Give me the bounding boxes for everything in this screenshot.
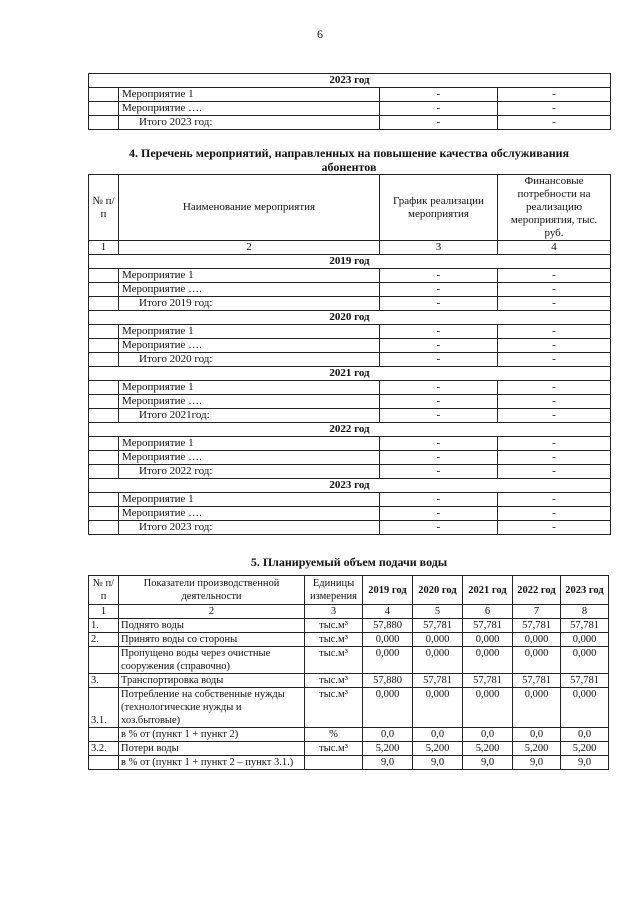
data-row [89, 728, 609, 742]
row-num [89, 647, 119, 674]
value-cell: 9,0 [463, 756, 513, 770]
value-cell: 9,0 [561, 756, 609, 770]
colnum: 4 [498, 241, 611, 255]
row-num-cell [89, 339, 119, 353]
measure-name: Мероприятие 1 [119, 269, 380, 283]
unit-cell: тыс.м³ [305, 619, 363, 633]
measure-row [89, 381, 611, 395]
indicator-name: в % от (пункт 1 + пункт 2 – пункт 3.1.) [119, 756, 305, 770]
top-table [88, 73, 611, 130]
section4-colnum-row [89, 241, 611, 255]
schedule-cell: - [380, 507, 498, 521]
row-num [89, 728, 119, 742]
colnum: 1 [89, 605, 119, 619]
finance-cell: - [498, 451, 611, 465]
colnum: 6 [463, 605, 513, 619]
schedule-cell: - [380, 451, 498, 465]
year-row [89, 255, 611, 269]
schedule-cell: - [380, 521, 498, 535]
value-cell: 57,781 [413, 674, 463, 688]
value-cell: 0,000 [363, 633, 413, 647]
indicator-name: Принято воды со стороны [119, 633, 305, 647]
value-cell: 0,000 [561, 688, 609, 728]
row-num: 3.1. [89, 688, 119, 728]
schedule-cell: - [380, 437, 498, 451]
colnum: 8 [561, 605, 609, 619]
section5-table [88, 575, 609, 770]
finance-cell: - [498, 465, 611, 479]
measure-row [89, 493, 611, 507]
year-row [89, 311, 611, 325]
measure-row [89, 88, 611, 102]
finance-cell: - [498, 325, 611, 339]
colnum: 4 [363, 605, 413, 619]
measure-row [89, 437, 611, 451]
indicator-name: в % от (пункт 1 + пункт 2) [119, 728, 305, 742]
section4-title [88, 146, 610, 174]
row-num-cell [89, 521, 119, 535]
finance-cell: - [498, 102, 611, 116]
header-2023: 2023 год [561, 576, 609, 605]
data-row [89, 688, 609, 728]
year-row [89, 479, 611, 493]
section4-title-line2: абонентов [321, 160, 377, 174]
measure-row [89, 102, 611, 116]
header-unit: Единицы измерения [305, 576, 363, 605]
value-cell: 0,000 [363, 647, 413, 674]
finance-cell: - [498, 353, 611, 367]
colnum: 3 [305, 605, 363, 619]
measure-row [89, 451, 611, 465]
unit-cell: % [305, 728, 363, 742]
indicator-name: Пропущено воды через очистные сооружения (справочно) [119, 647, 305, 674]
value-cell: 5,200 [463, 742, 513, 756]
measure-row [89, 507, 611, 521]
colnum: 1 [89, 241, 119, 255]
row-num-cell [89, 102, 119, 116]
row-num-cell [89, 297, 119, 311]
value-cell: 9,0 [413, 756, 463, 770]
total-label: Итого 2020 год: [119, 353, 380, 367]
row-num-cell [89, 465, 119, 479]
measure-name: Мероприятие 1 [119, 325, 380, 339]
value-cell: 0,0 [363, 728, 413, 742]
row-num-cell [89, 88, 119, 102]
total-row [89, 521, 611, 535]
row-num-cell [89, 451, 119, 465]
value-cell: 57,781 [413, 619, 463, 633]
header-name: Наименование мероприятия [119, 175, 380, 241]
measure-row [89, 269, 611, 283]
value-cell: 57,781 [513, 674, 561, 688]
value-cell: 0,000 [463, 633, 513, 647]
section4-title-line1: 4. Перечень мероприятий, направленных на повышение качества обслуживания [128, 146, 570, 160]
finance-cell: - [498, 521, 611, 535]
value-cell: 0,000 [463, 647, 513, 674]
total-row [89, 116, 611, 130]
year-label: 2019 год [89, 255, 611, 269]
row-num: 3. [89, 674, 119, 688]
value-cell: 57,781 [463, 674, 513, 688]
section5-title: 5. Планируемый объем подачи воды [250, 555, 448, 569]
measure-name: Мероприятие …. [119, 102, 380, 116]
value-cell: 57,781 [561, 619, 609, 633]
colnum: 5 [413, 605, 463, 619]
value-cell: 0,000 [561, 647, 609, 674]
row-num: 2. [89, 633, 119, 647]
total-row [89, 409, 611, 423]
finance-cell: - [498, 409, 611, 423]
value-cell: 0,000 [363, 688, 413, 728]
value-cell: 9,0 [513, 756, 561, 770]
year-label: 2023 год [89, 479, 611, 493]
total-row [89, 353, 611, 367]
finance-cell: - [498, 283, 611, 297]
value-cell: 0,000 [413, 647, 463, 674]
colnum: 7 [513, 605, 561, 619]
schedule-cell: - [380, 325, 498, 339]
value-cell: 57,880 [363, 619, 413, 633]
value-cell: 0,0 [463, 728, 513, 742]
schedule-cell: - [380, 102, 498, 116]
measure-name: Мероприятие 1 [119, 381, 380, 395]
total-label: Итого 2022 год: [119, 465, 380, 479]
total-row [89, 297, 611, 311]
colnum: 2 [119, 241, 380, 255]
header-num: № п/п [89, 175, 119, 241]
section4-header-row [89, 175, 611, 241]
finance-cell: - [498, 437, 611, 451]
row-num [89, 756, 119, 770]
value-cell: 0,0 [413, 728, 463, 742]
data-row [89, 633, 609, 647]
schedule-cell: - [380, 269, 498, 283]
schedule-cell: - [380, 353, 498, 367]
year-row [89, 423, 611, 437]
schedule-cell: - [380, 116, 498, 130]
measure-row [89, 325, 611, 339]
value-cell: 5,200 [561, 742, 609, 756]
measure-row [89, 339, 611, 353]
row-num-cell [89, 493, 119, 507]
indicator-name: Потребление на собственные нужды (технологические нужды и хоз.бытовые) [119, 688, 305, 728]
data-row [89, 674, 609, 688]
finance-cell: - [498, 88, 611, 102]
finance-cell: - [498, 395, 611, 409]
schedule-cell: - [380, 465, 498, 479]
row-num-cell [89, 269, 119, 283]
value-cell: 5,200 [513, 742, 561, 756]
value-cell: 0,0 [561, 728, 609, 742]
header-2020: 2020 год [413, 576, 463, 605]
finance-cell: - [498, 493, 611, 507]
row-num-cell [89, 283, 119, 297]
value-cell: 5,200 [413, 742, 463, 756]
row-num: 3.2. [89, 742, 119, 756]
data-row [89, 619, 609, 633]
value-cell: 0,000 [513, 688, 561, 728]
data-row [89, 742, 609, 756]
header-schedule: График реализации мероприятия [380, 175, 498, 241]
row-num: 1. [89, 619, 119, 633]
total-label: Итого 2021год: [119, 409, 380, 423]
year-label: 2020 год [89, 311, 611, 325]
row-num-cell [89, 507, 119, 521]
year-row [89, 367, 611, 381]
row-num-cell [89, 353, 119, 367]
value-cell: 0,0 [513, 728, 561, 742]
measure-name: Мероприятие …. [119, 339, 380, 353]
section5-colnum-row [89, 605, 609, 619]
total-label: Итого 2023 год: [119, 521, 380, 535]
section5-header-row [89, 576, 609, 605]
schedule-cell: - [380, 297, 498, 311]
value-cell: 57,880 [363, 674, 413, 688]
schedule-cell: - [380, 395, 498, 409]
unit-cell: тыс.м³ [305, 633, 363, 647]
finance-cell: - [498, 339, 611, 353]
measure-name: Мероприятие …. [119, 507, 380, 521]
total-label: Итого 2019 год: [119, 297, 380, 311]
row-num-cell [89, 116, 119, 130]
value-cell: 0,000 [463, 688, 513, 728]
row-num-cell [89, 325, 119, 339]
unit-cell: тыс.м³ [305, 674, 363, 688]
value-cell: 57,781 [561, 674, 609, 688]
colnum: 2 [119, 605, 305, 619]
data-row [89, 647, 609, 674]
measure-row [89, 283, 611, 297]
indicator-name: Потери воды [119, 742, 305, 756]
value-cell: 9,0 [363, 756, 413, 770]
value-cell: 57,781 [463, 619, 513, 633]
section4-table [88, 174, 611, 535]
row-num-cell [89, 437, 119, 451]
finance-cell: - [498, 507, 611, 521]
measure-name: Мероприятие 1 [119, 88, 380, 102]
measure-name: Мероприятие …. [119, 395, 380, 409]
measure-row [89, 395, 611, 409]
schedule-cell: - [380, 88, 498, 102]
value-cell: 5,200 [363, 742, 413, 756]
header-num: № п/п [89, 576, 119, 605]
schedule-cell: - [380, 493, 498, 507]
year-label: 2022 год [89, 423, 611, 437]
header-2019: 2019 год [363, 576, 413, 605]
unit-cell: тыс.м³ [305, 742, 363, 756]
row-num-cell [89, 395, 119, 409]
finance-cell: - [498, 269, 611, 283]
year-label: 2023 год [89, 74, 611, 88]
value-cell: 0,000 [561, 633, 609, 647]
unit-cell: тыс.м³ [305, 688, 363, 728]
year-label: 2021 год [89, 367, 611, 381]
page-number: 6 [317, 27, 323, 41]
row-num-cell [89, 409, 119, 423]
value-cell: 0,000 [413, 633, 463, 647]
header-2022: 2022 год [513, 576, 561, 605]
value-cell: 0,000 [513, 633, 561, 647]
header-finance: Финансовые потребности на реализацию мероприятия, тыс. руб. [498, 175, 611, 241]
measure-name: Мероприятие …. [119, 451, 380, 465]
schedule-cell: - [380, 339, 498, 353]
unit-cell: тыс.м³ [305, 647, 363, 674]
indicator-name: Поднято воды [119, 619, 305, 633]
measure-name: Мероприятие 1 [119, 493, 380, 507]
schedule-cell: - [380, 381, 498, 395]
value-cell: 0,000 [413, 688, 463, 728]
measure-name: Мероприятие …. [119, 283, 380, 297]
finance-cell: - [498, 381, 611, 395]
total-label: Итого 2023 год: [119, 116, 380, 130]
value-cell: 0,000 [513, 647, 561, 674]
measure-name: Мероприятие 1 [119, 437, 380, 451]
data-row [89, 756, 609, 770]
unit-cell [305, 756, 363, 770]
total-row [89, 465, 611, 479]
header-indicator: Показатели производственной деятельности [119, 576, 305, 605]
schedule-cell: - [380, 409, 498, 423]
row-num-cell [89, 381, 119, 395]
finance-cell: - [498, 116, 611, 130]
colnum: 3 [380, 241, 498, 255]
header-2021: 2021 год [463, 576, 513, 605]
value-cell: 57,781 [513, 619, 561, 633]
year-row [89, 74, 611, 88]
indicator-name: Транспортировка воды [119, 674, 305, 688]
finance-cell: - [498, 297, 611, 311]
schedule-cell: - [380, 283, 498, 297]
